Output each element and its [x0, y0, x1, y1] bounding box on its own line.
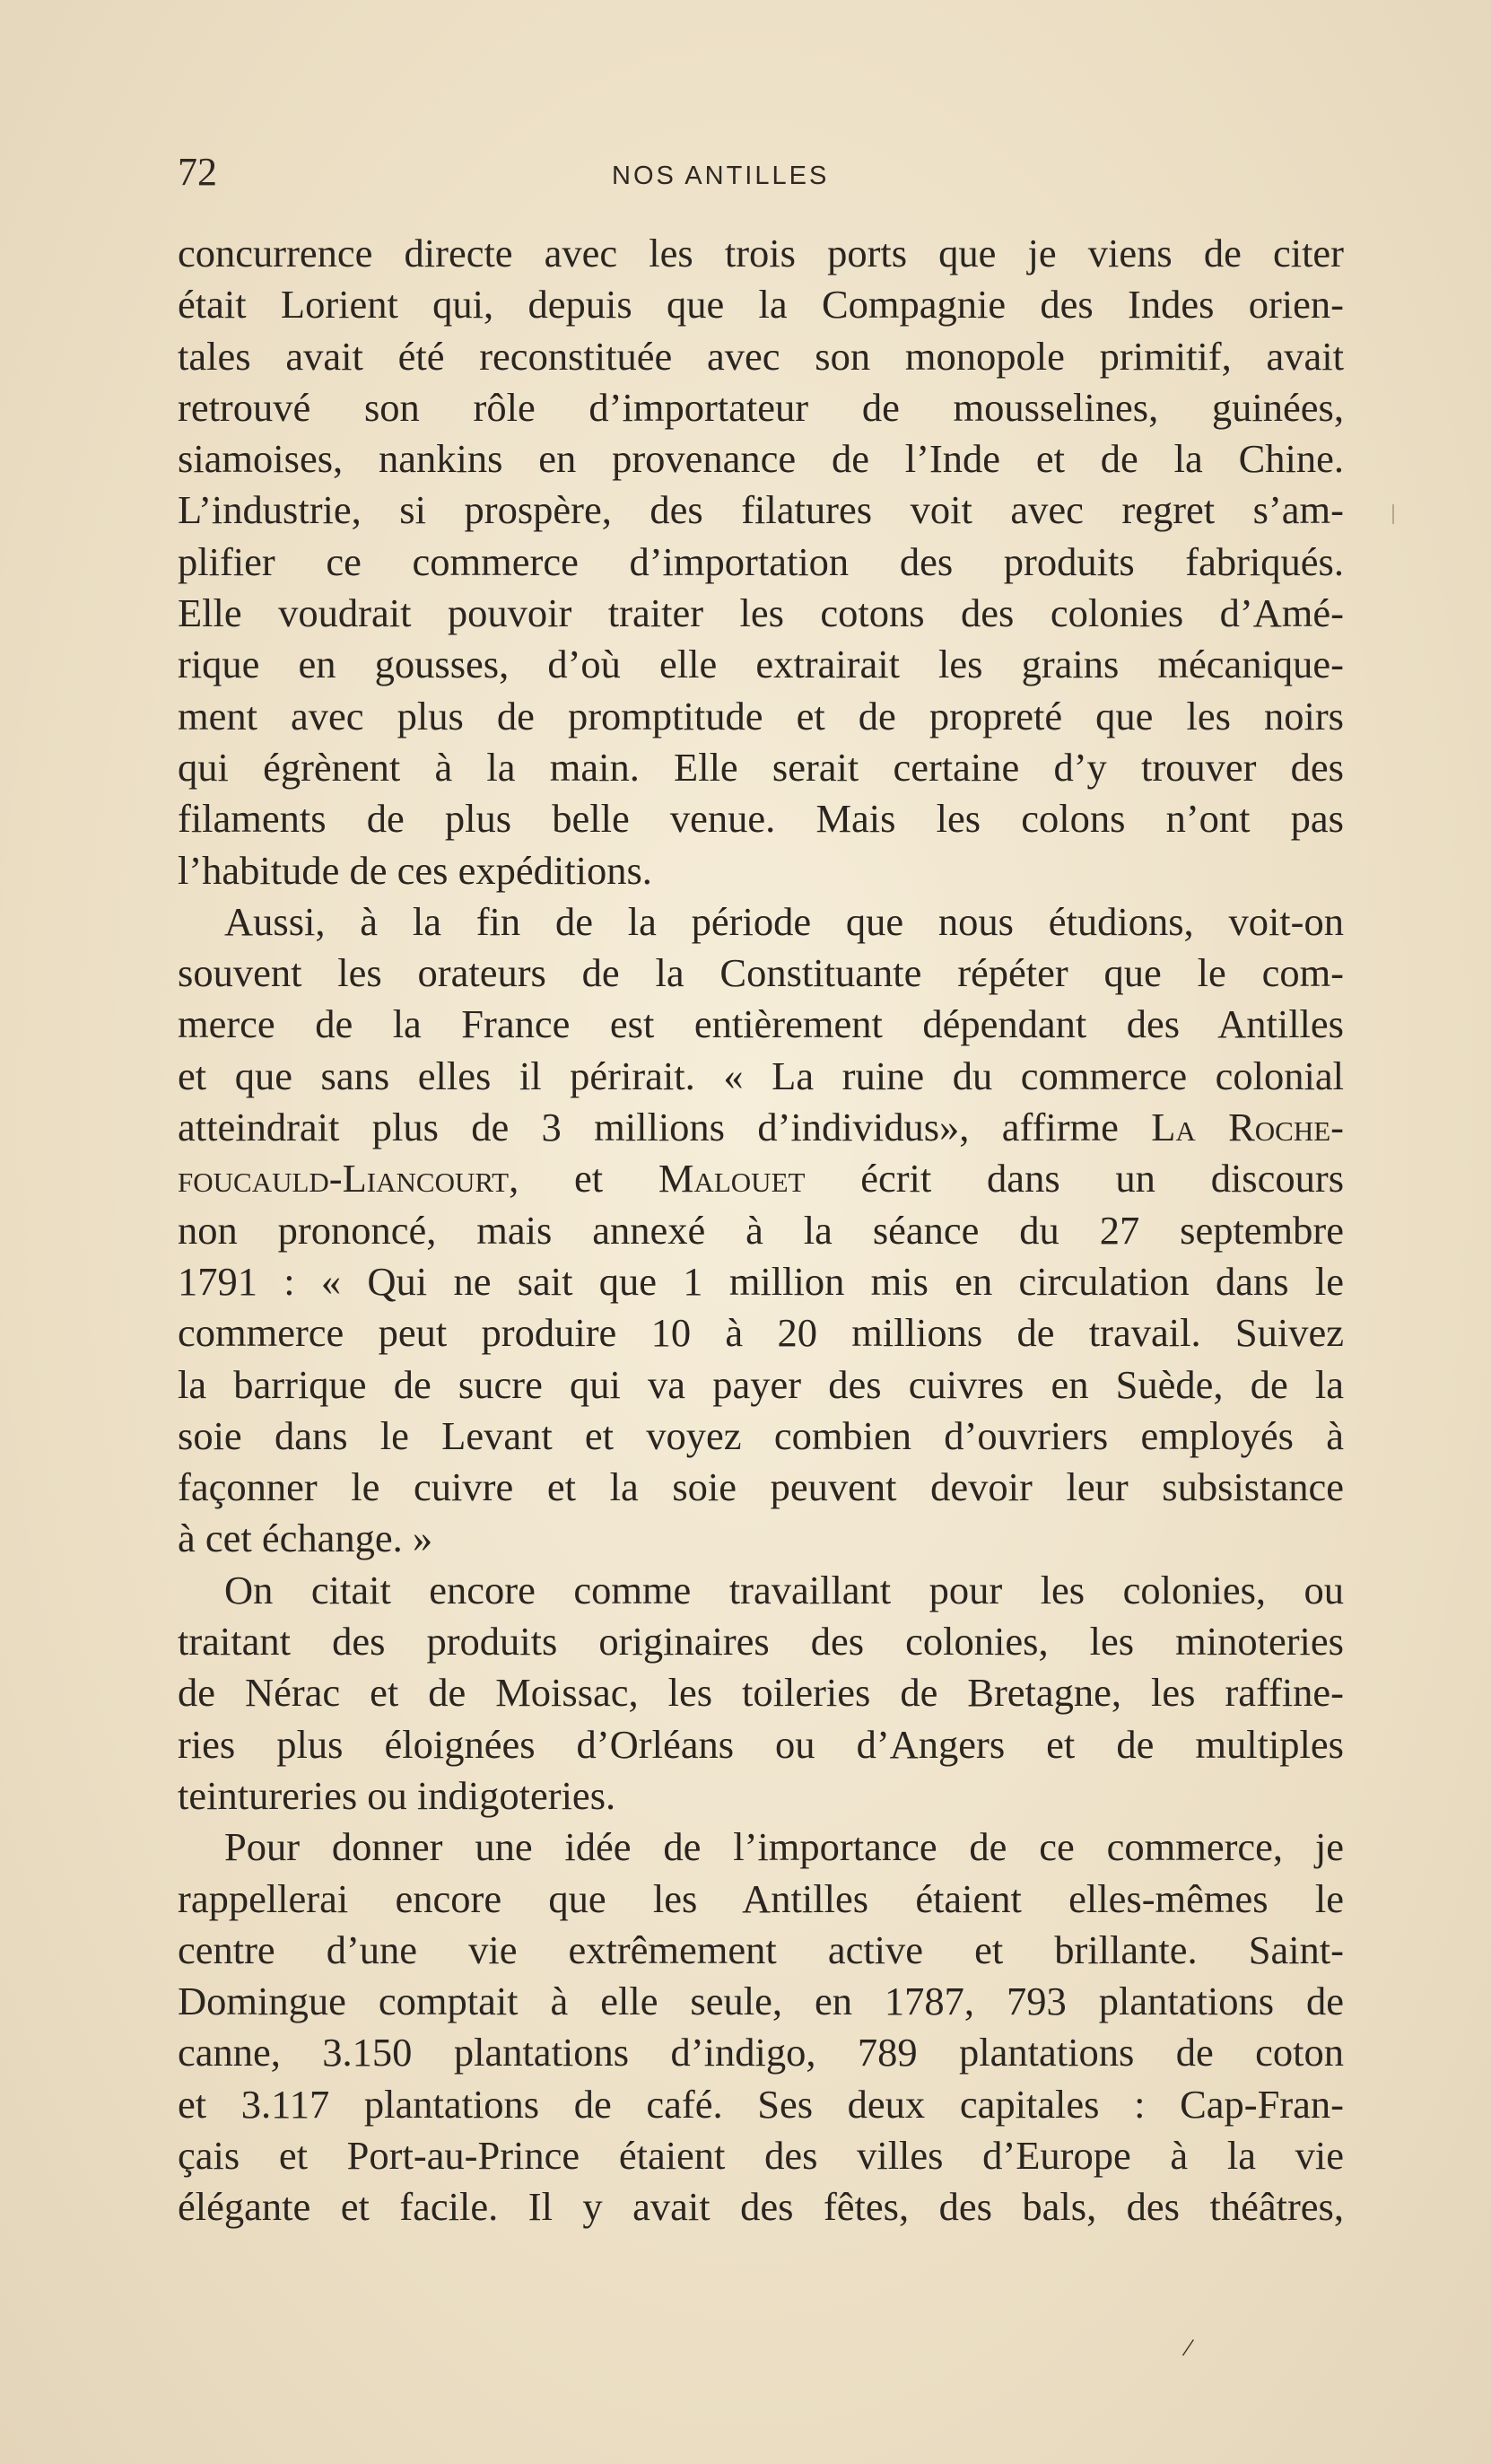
running-head [178, 145, 1344, 199]
author-name: La Roche- [1151, 1105, 1344, 1150]
text-line: était Lorient qui, depuis que la Compagnie des Indes orien- [178, 282, 1344, 328]
text-line: canne, 3.150 plantations d’indigo, 789 plantations de coton [178, 2030, 1344, 2075]
text-line: façonner le cuivre et la soie peuvent devoir leur subsistance [178, 1464, 1344, 1510]
text-line: merce de la France est entièrement dépendant des Antilles [178, 1001, 1344, 1047]
text-line: Pour donner une idée de l’importance de ce commerce, je [224, 1824, 1344, 1870]
text-span: et [574, 1156, 604, 1201]
paragraph-3 [178, 1565, 1344, 1822]
text-line: à cet échange. » [178, 1516, 433, 1561]
text-line: retrouvé son rôle d’importateur de mousselines, guinées, [178, 384, 1344, 430]
author-name: Malouet [658, 1156, 806, 1201]
text-line: tales avait été reconstituée avec son monopole primitif, avait [178, 333, 1344, 379]
text-line: ries plus éloignées d’Orléans ou d’Angers et de multiples [178, 1721, 1344, 1767]
text-line: ment avec plus de promptitude et de propreté que les noirs [178, 693, 1344, 738]
text-line: 1791 : « Qui ne sait que 1 million mis en circulation dans le [178, 1258, 1344, 1304]
text-line: Aussi, à la fin de la période que nous étudions, voit-on [224, 898, 1344, 944]
footer-mark: / [1181, 2332, 1196, 2364]
running-title: NOS ANTILLES [612, 162, 830, 190]
paragraph-4 [178, 1822, 1344, 2232]
text-line: non prononcé, mais annexé à la séance du 27 septembre [178, 1207, 1344, 1253]
text-line: souvent les orateurs de la Constituante répéter que le com- [178, 950, 1344, 996]
margin-mark [1392, 504, 1394, 524]
text-line: rique en gousses, d’où elle extrairait les grains mécanique- [178, 642, 1344, 687]
text-span: atteindrait plus de 3 millions d’individus», affirme [178, 1105, 1119, 1150]
text-line: filaments de plus belle venue. Mais les colons n’ont pas [178, 796, 1344, 842]
author-name: foucauld-Liancourt, [178, 1156, 519, 1201]
text-line: Domingue comptait à elle seule, en 1787, 793 plantations de [178, 1979, 1344, 2024]
text-line: concurrence directe avec les trois ports que je viens de citer [178, 231, 1344, 275]
text-line: siamoises, nankins en provenance de l’Inde et de la Chine. [178, 436, 1344, 482]
text-line: soie dans le Levant et voyez combien d’ouvriers employés à [178, 1412, 1344, 1458]
text-line: l’habitude de ces expéditions. [178, 847, 652, 893]
text-line: Elle voudrait pouvoir traiter les cotons des colonies d’Amé- [178, 590, 1344, 636]
text-line: On citait encore comme travaillant pour les colonies, ou [224, 1567, 1344, 1612]
page-number: 72 [178, 150, 217, 194]
text-line: centre d’une vie extrêmement active et brillante. Saint- [178, 1927, 1344, 1972]
text-line-with-name [178, 1153, 1344, 1204]
text-line: de Nérac et de Moissac, les toileries de Bretagne, les raffine- [178, 1670, 1344, 1716]
text-line: rappellerai encore que les Antilles étaient elles-mêmes le [178, 1875, 1344, 1921]
text-line: çais et Port-au-Prince étaient des villes d’Europe à la vie [178, 2132, 1344, 2178]
paragraph-2 [178, 896, 1344, 1565]
text-line: plifier ce commerce d’importation des produits fabriqués. [178, 538, 1344, 584]
text-line: qui égrènent à la main. Elle serait certaine d’y trouver des [178, 744, 1344, 790]
text-line: la barrique de sucre qui va payer des cuivres en Suède, de la [178, 1361, 1344, 1407]
paragraph-1 [178, 228, 1344, 896]
text-line: L’industrie, si prospère, des filatures voit avec regret s’am- [178, 487, 1344, 533]
text-line: et 3.117 plantations de café. Ses deux capitales : Cap-Fran- [178, 2081, 1344, 2127]
text-line: commerce peut produire 10 à 20 millions de travail. Suivez [178, 1310, 1344, 1356]
body-text [178, 228, 1344, 2233]
text-line: élégante et facile. Il y avait des fêtes, des bals, des théâtres, [178, 2184, 1344, 2230]
text-line: traitant des produits originaires des colonies, les minoteries [178, 1619, 1344, 1665]
text-span: écrit dans un discours [860, 1156, 1345, 1201]
text-line-with-name [178, 1102, 1344, 1153]
text-line: teintureries ou indigoteries. [178, 1772, 616, 1818]
text-line: et que sans elles il périrait. « La ruine du commerce colonial [178, 1053, 1344, 1098]
